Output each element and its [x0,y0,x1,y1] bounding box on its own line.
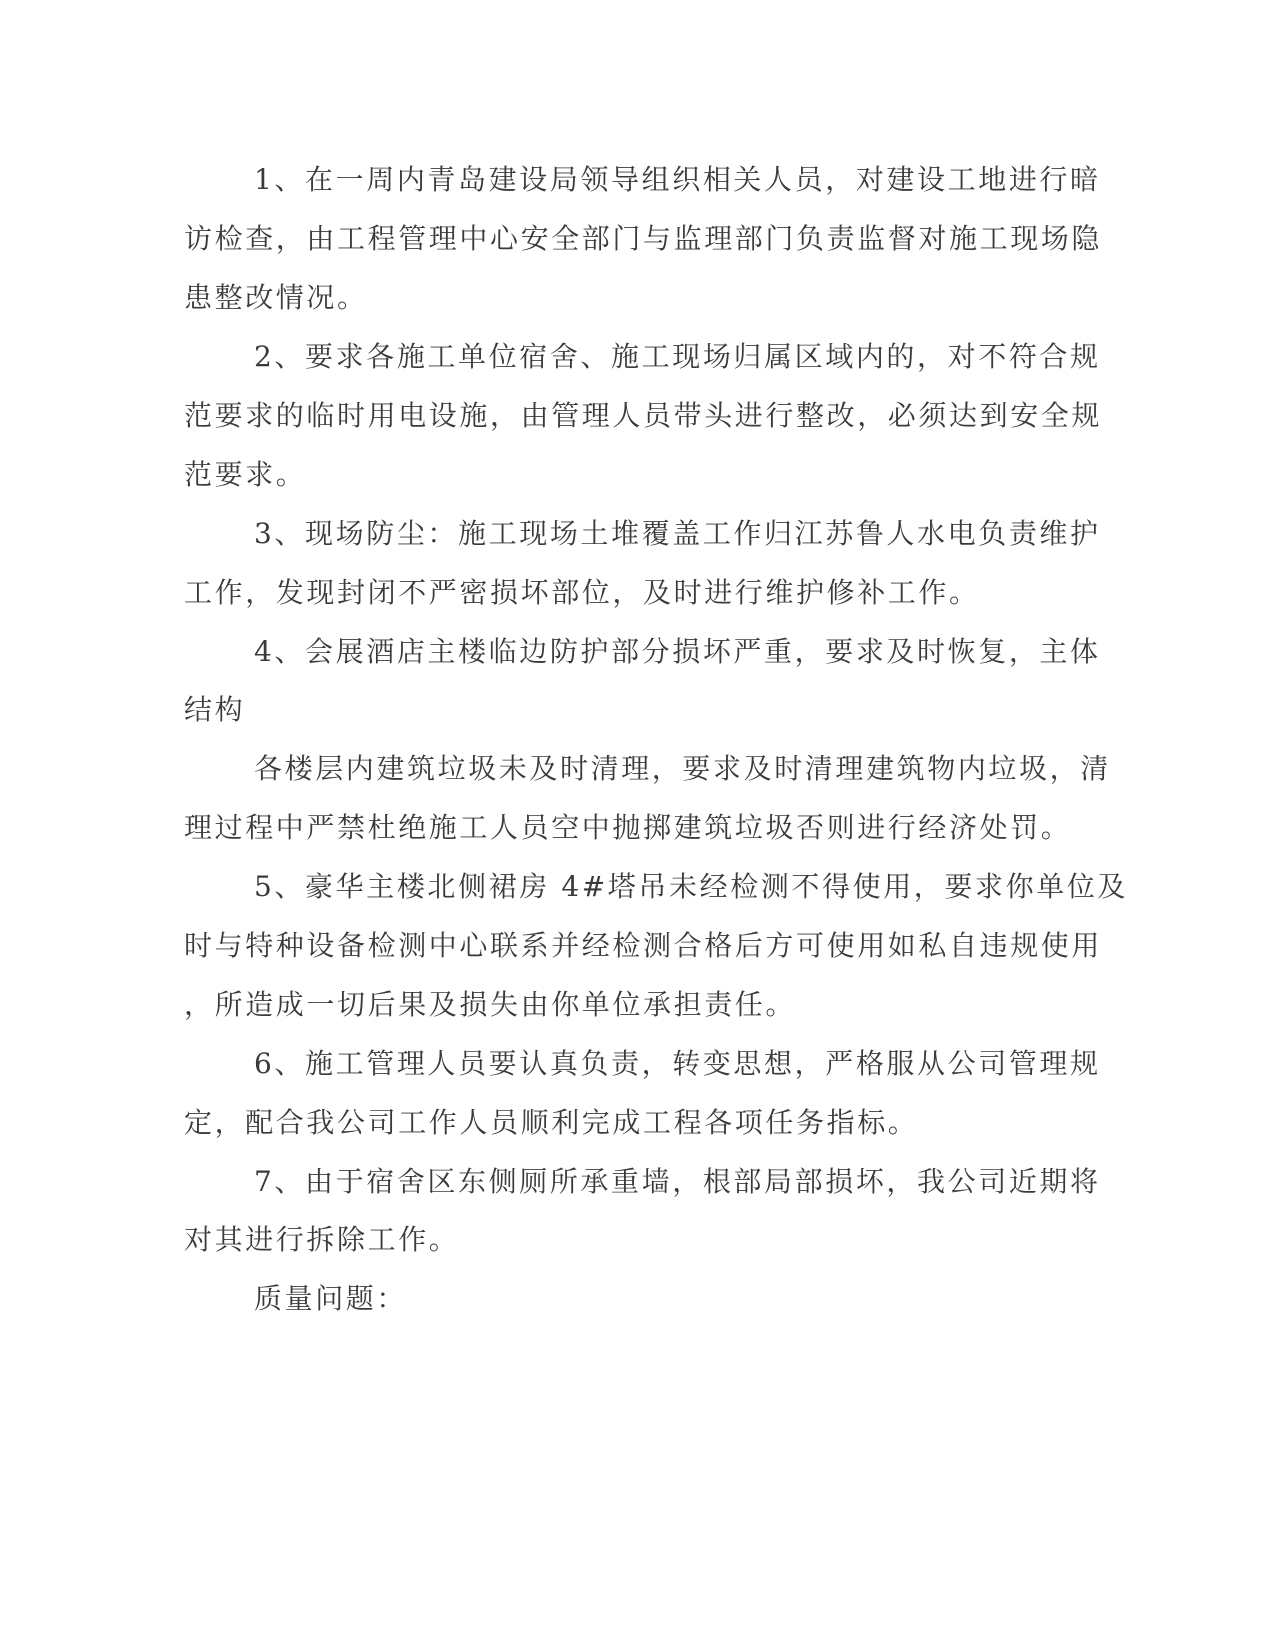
text-line-16: 6、施工管理人员要认真负责，转变思想，严格服从公司管理规 [254,1047,1101,1080]
text-line-14: 时与特种设备检测中心联系并经检测合格后方可使用如私自违规使用 [184,929,1103,962]
text-line-12: 理过程中严禁杜绝施工人员空中抛掷建筑垃圾否则进行经济处罚。 [184,811,1072,844]
text-line-19: 对其进行拆除工作。 [184,1223,460,1256]
text-line-7: 3、现场防尘：施工现场土堆覆盖工作归江苏鲁人水电负责维护 [254,517,1101,550]
text-line-8: 工作，发现封闭不严密损坏部位，及时进行维护修补工作。 [184,576,980,609]
text-line-18: 7、由于宿舍区东侧厕所承重墙，根部局部损坏，我公司近期将 [254,1165,1101,1198]
text-line-13: 5、豪华主楼北侧裙房 4#塔吊未经检测不得使用，要求你单位及 [254,870,1128,903]
text-line-10: 结构 [184,693,246,726]
text-line-2: 访检查，由工程管理中心安全部门与监理部门负责监督对施工现场隐 [184,222,1103,255]
section-heading-quality: 质量问题： [254,1282,408,1315]
text-line-9: 4、会展酒店主楼临边防护部分损坏严重，要求及时恢复，主体 [254,635,1101,668]
text-line-6: 范要求。 [184,458,307,491]
text-line-4: 2、要求各施工单位宿舍、施工现场归属区域内的，对不符合规 [254,340,1101,373]
text-line-3: 患整改情况。 [184,281,368,314]
text-line-11: 各楼层内建筑垃圾未及时清理，要求及时清理建筑物内垃圾，清 [254,752,1111,785]
text-line-1: 1、在一周内青岛建设局领导组织相关人员，对建设工地进行暗 [254,163,1101,196]
text-line-15: ，所造成一切后果及损失由你单位承担责任。 [184,988,797,1021]
text-line-5: 范要求的临时用电设施，由管理人员带头进行整改，必须达到安全规 [184,399,1103,432]
text-line-17: 定，配合我公司工作人员顺利完成工程各项任务指标。 [184,1106,919,1139]
